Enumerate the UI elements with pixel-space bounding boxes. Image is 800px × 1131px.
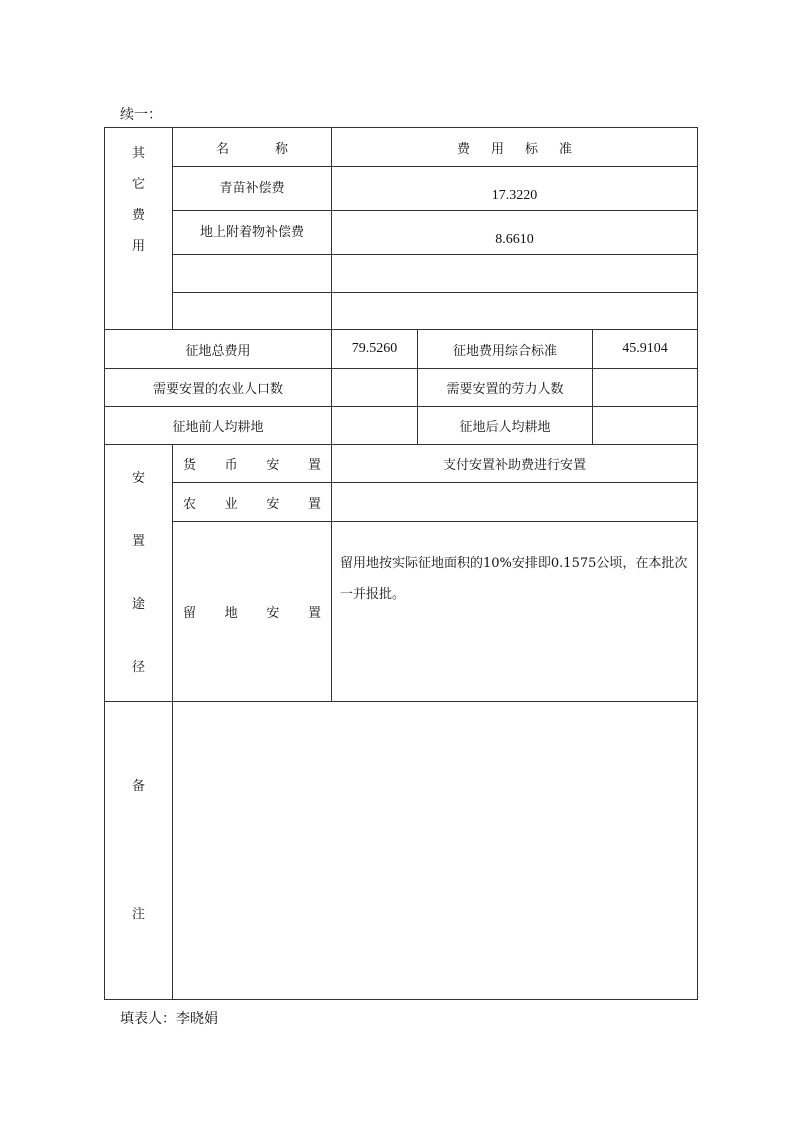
monetary-resettlement-value: 支付安置补助费进行安置 (332, 445, 698, 483)
fee-name (173, 293, 332, 330)
fee-value (332, 293, 698, 330)
filler-name: 李晓娟 (176, 1011, 218, 1027)
fee-value: 8.6610 (332, 211, 698, 255)
compensation-form-table (104, 127, 698, 1000)
resettlement-section-label: 安 置 途 径 (105, 445, 173, 702)
fee-row (105, 255, 698, 293)
agri-resettlement-row (105, 483, 698, 522)
farmland-before-value (332, 407, 418, 445)
fee-name (173, 255, 332, 293)
fee-row (105, 167, 698, 211)
labor-label: 需要安置的劳力人数 (418, 369, 593, 407)
form-heading: 续一： (120, 107, 162, 123)
monetary-resettlement-row (105, 445, 698, 483)
standard-value: 45.9104 (593, 330, 698, 369)
agri-resettlement-value (332, 483, 698, 522)
fee-value (332, 255, 698, 293)
other-fees-section-label: 其 它 费 用 (105, 128, 173, 330)
farmland-after-value (593, 407, 698, 445)
fee-name: 地上附着物补偿费 (173, 211, 332, 255)
filler-label: 填表人： (120, 1011, 176, 1027)
fee-row (105, 211, 698, 255)
farm-population-label: 需要安置的农业人口数 (105, 369, 332, 407)
reserved-land-label: 留 地 安 置 (173, 522, 332, 702)
remarks-label: 备 注 (105, 702, 173, 1000)
farmland-after-label: 征地后人均耕地 (418, 407, 593, 445)
total-fee-label: 征地总费用 (105, 330, 332, 369)
reserved-land-value: 留用地按实际征地面积的10%安排即0.1575公顷，在本批次一并报批。 (332, 522, 698, 702)
monetary-resettlement-label: 货 币 安 置 (173, 445, 332, 483)
farm-population-value (332, 369, 418, 407)
labor-value (593, 369, 698, 407)
col-name-header: 名 称 (173, 128, 332, 167)
farmland-before-label: 征地前人均耕地 (105, 407, 332, 445)
agri-resettlement-label: 农 业 安 置 (173, 483, 332, 522)
col-standard-header: 费 用 标 准 (332, 128, 698, 167)
standard-label: 征地费用综合标准 (418, 330, 593, 369)
fee-value: 17.3220 (332, 167, 698, 211)
fee-row (105, 293, 698, 330)
remarks-row (105, 702, 698, 1000)
reserved-land-row (105, 522, 698, 702)
population-row (105, 369, 698, 407)
farmland-row (105, 407, 698, 445)
remarks-value (173, 702, 698, 1000)
fee-name: 青苗补偿费 (173, 167, 332, 211)
form-footer (120, 1008, 218, 1028)
other-fees-header-row (105, 128, 698, 167)
total-fee-value: 79.5260 (332, 330, 418, 369)
total-fee-row (105, 330, 698, 369)
